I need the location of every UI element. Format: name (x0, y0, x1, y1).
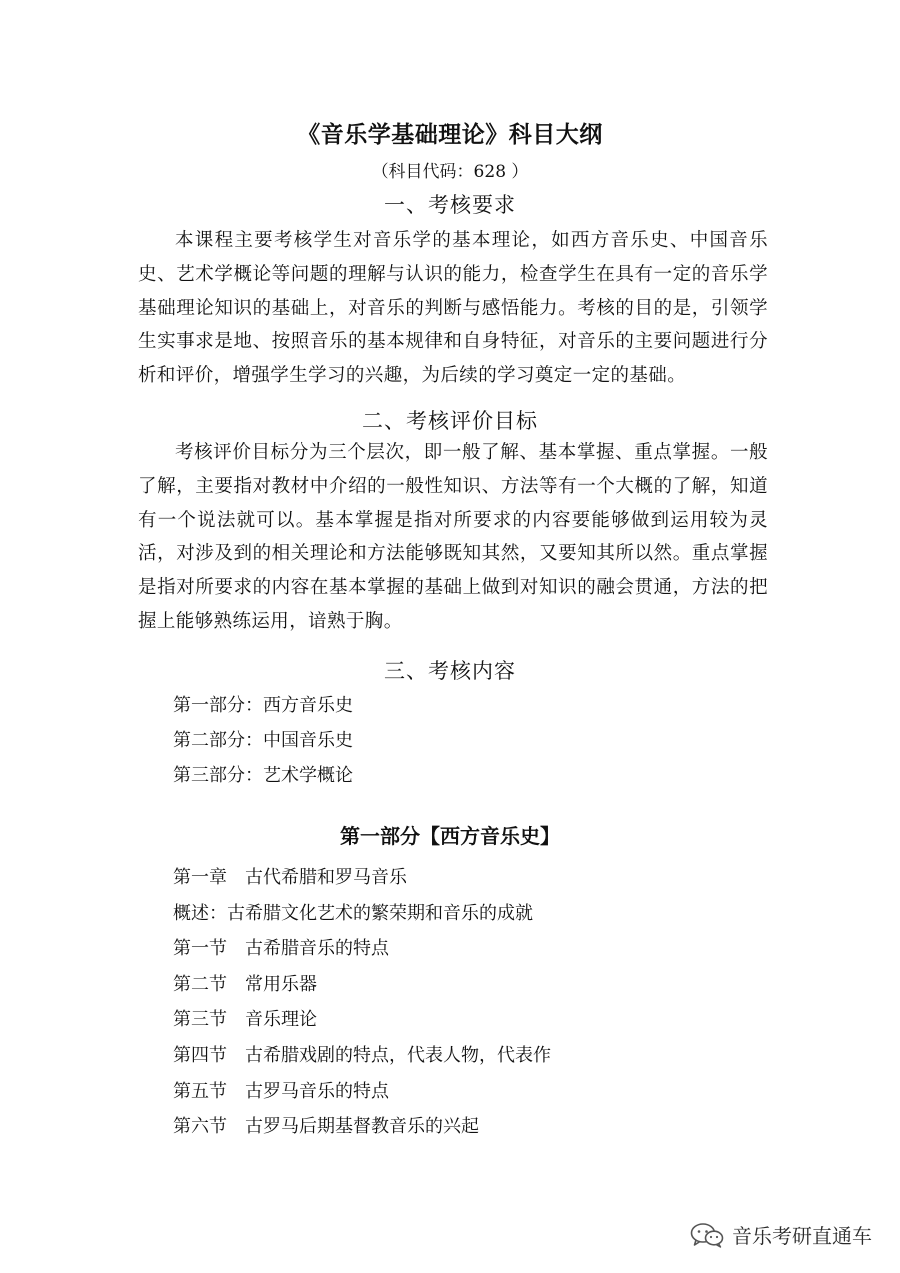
chapter-heading (173, 860, 793, 896)
section-heading-content: 三、考核内容 (384, 659, 516, 683)
list-item (173, 967, 793, 1003)
chapter-number: 第一章 (173, 867, 227, 888)
requirements-paragraph: 本课程主要考核学生对音乐学的基本理论，如西方音乐史、中国音乐史、艺术学概论等问题的理解与认识的能力，检查学生在具有一定的音乐学基础理论知识的基础上，对音乐的判断与感悟能力。考核的目的是，引领学生实事求是地、按照音乐的基本规律和自身特征，对音乐的主要问题进行分析和评价，增强学生学习的兴趣，为后续的学习奠定一定的基础。 (138, 230, 768, 387)
section-title: 古罗马音乐的特点 (245, 1080, 389, 1102)
section-title: 音乐理论 (245, 1009, 317, 1031)
chapter-outline (173, 860, 793, 1145)
section-number: 第六节 (173, 1116, 227, 1138)
section-number: 第二节 (173, 973, 227, 995)
list-item (173, 931, 793, 967)
section-number: 第五节 (173, 1080, 227, 1102)
section-title: 常用乐器 (245, 973, 317, 995)
section-title: 古希腊音乐的特点 (245, 938, 389, 960)
subject-code: （科目代码：628 ） (371, 162, 529, 182)
list-item: 第三部分：艺术学概论 (173, 765, 353, 786)
section-title: 古罗马后期基督教音乐的兴起 (245, 1116, 479, 1138)
list-item: 第一部分：西方音乐史 (173, 695, 353, 716)
section-number: 第三节 (173, 1009, 227, 1031)
list-item (173, 1038, 793, 1074)
chapter-overview: 概述：古希腊文化艺术的繁荣期和音乐的成就 (173, 902, 533, 924)
watermark-text: 音乐考研直通车 (732, 1224, 872, 1248)
section-number: 第一节 (173, 938, 227, 960)
evaluation-paragraph: 考核评价目标分为三个层次，即一般了解、基本掌握、重点掌握。一般了解，主要指对教材中介绍的一般性知识、方法等有一个大概的了解，知道有一个说法就可以。基本掌握是指对所要求的内容要能够做到运用较为灵活，对涉及到的相关理论和方法能够既知其然，又要知其所以然。重点掌握是指对所要求的内容在基本掌握的基础上做到对知识的融会贯通，方法的把握上能够熟练运用，谙熟于胸。 (138, 442, 768, 632)
section-heading-evaluation: 二、考核评价目标 (362, 409, 538, 433)
watermark (690, 1220, 872, 1249)
list-item: 第二部分：中国音乐史 (173, 730, 353, 751)
section-title: 古希腊戏剧的特点，代表人物，代表作 (245, 1044, 551, 1066)
section-heading-requirements: 一、考核要求 (384, 193, 516, 217)
list-item (173, 1002, 793, 1038)
chapter-title: 古代希腊和罗马音乐 (245, 867, 407, 888)
part-one-title: 第一部分【西方音乐史】 (340, 824, 560, 848)
list-item (173, 1074, 793, 1110)
wechat-icon (690, 1222, 724, 1248)
content-parts-list (173, 688, 773, 793)
section-number: 第四节 (173, 1044, 227, 1066)
list-item (173, 1109, 793, 1145)
page-title: 《音乐学基础理论》科目大纲 (297, 122, 603, 148)
